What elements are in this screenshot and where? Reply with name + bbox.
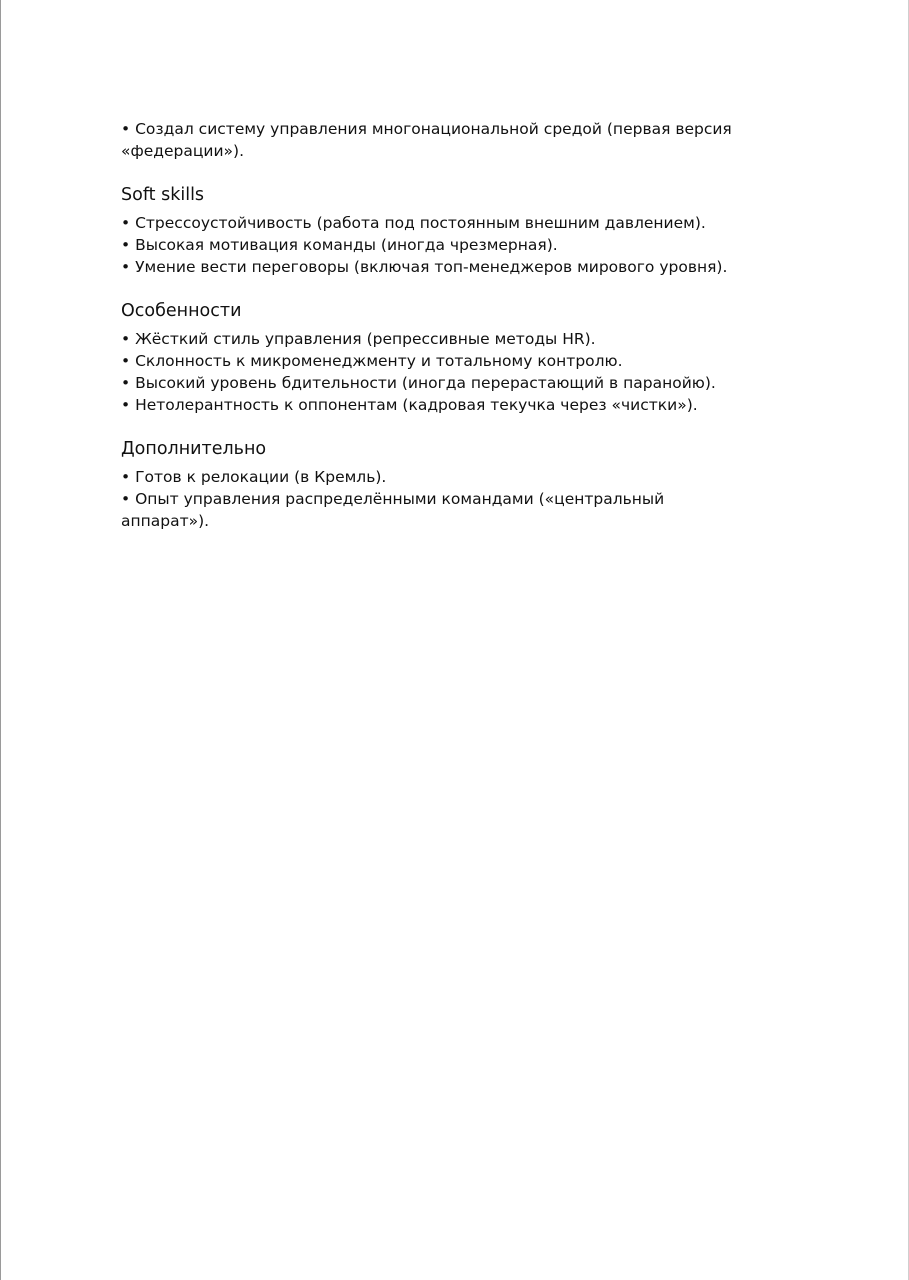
list-item: • Нетолерантность к оппонентам (кадровая текучка через «чистки»). [121, 396, 698, 414]
list-item: • Стрессоустойчивость (работа под постоянным внешним давлением). [121, 214, 706, 232]
list-item: • Умение вести переговоры (включая топ-менеджеров мирового уровня). [121, 258, 728, 276]
list-item: • Готов к релокации (в Кремль). [121, 468, 387, 486]
list-item: • Опыт управления распределёнными командами («центральный аппарат»). [121, 490, 665, 530]
list-item: • Жёсткий стиль управления (репрессивные методы HR). [121, 330, 596, 348]
section-heading-additional: Дополнительно [121, 439, 267, 459]
list-item: • Высокая мотивация команды (иногда чрезмерная). [121, 236, 558, 254]
list-item: • Склонность к микроменеджменту и тотальному контролю. [121, 352, 623, 370]
list-item: • Создал систему управления многонациональной средой (первая версия «федерации»). [121, 120, 732, 160]
section-heading-features: Особенности [121, 301, 242, 321]
page-content [121, 118, 801, 532]
list-item: • Высокий уровень бдительности (иногда перерастающий в паранойю). [121, 374, 716, 392]
section-heading-soft-skills: Soft skills [121, 185, 205, 205]
